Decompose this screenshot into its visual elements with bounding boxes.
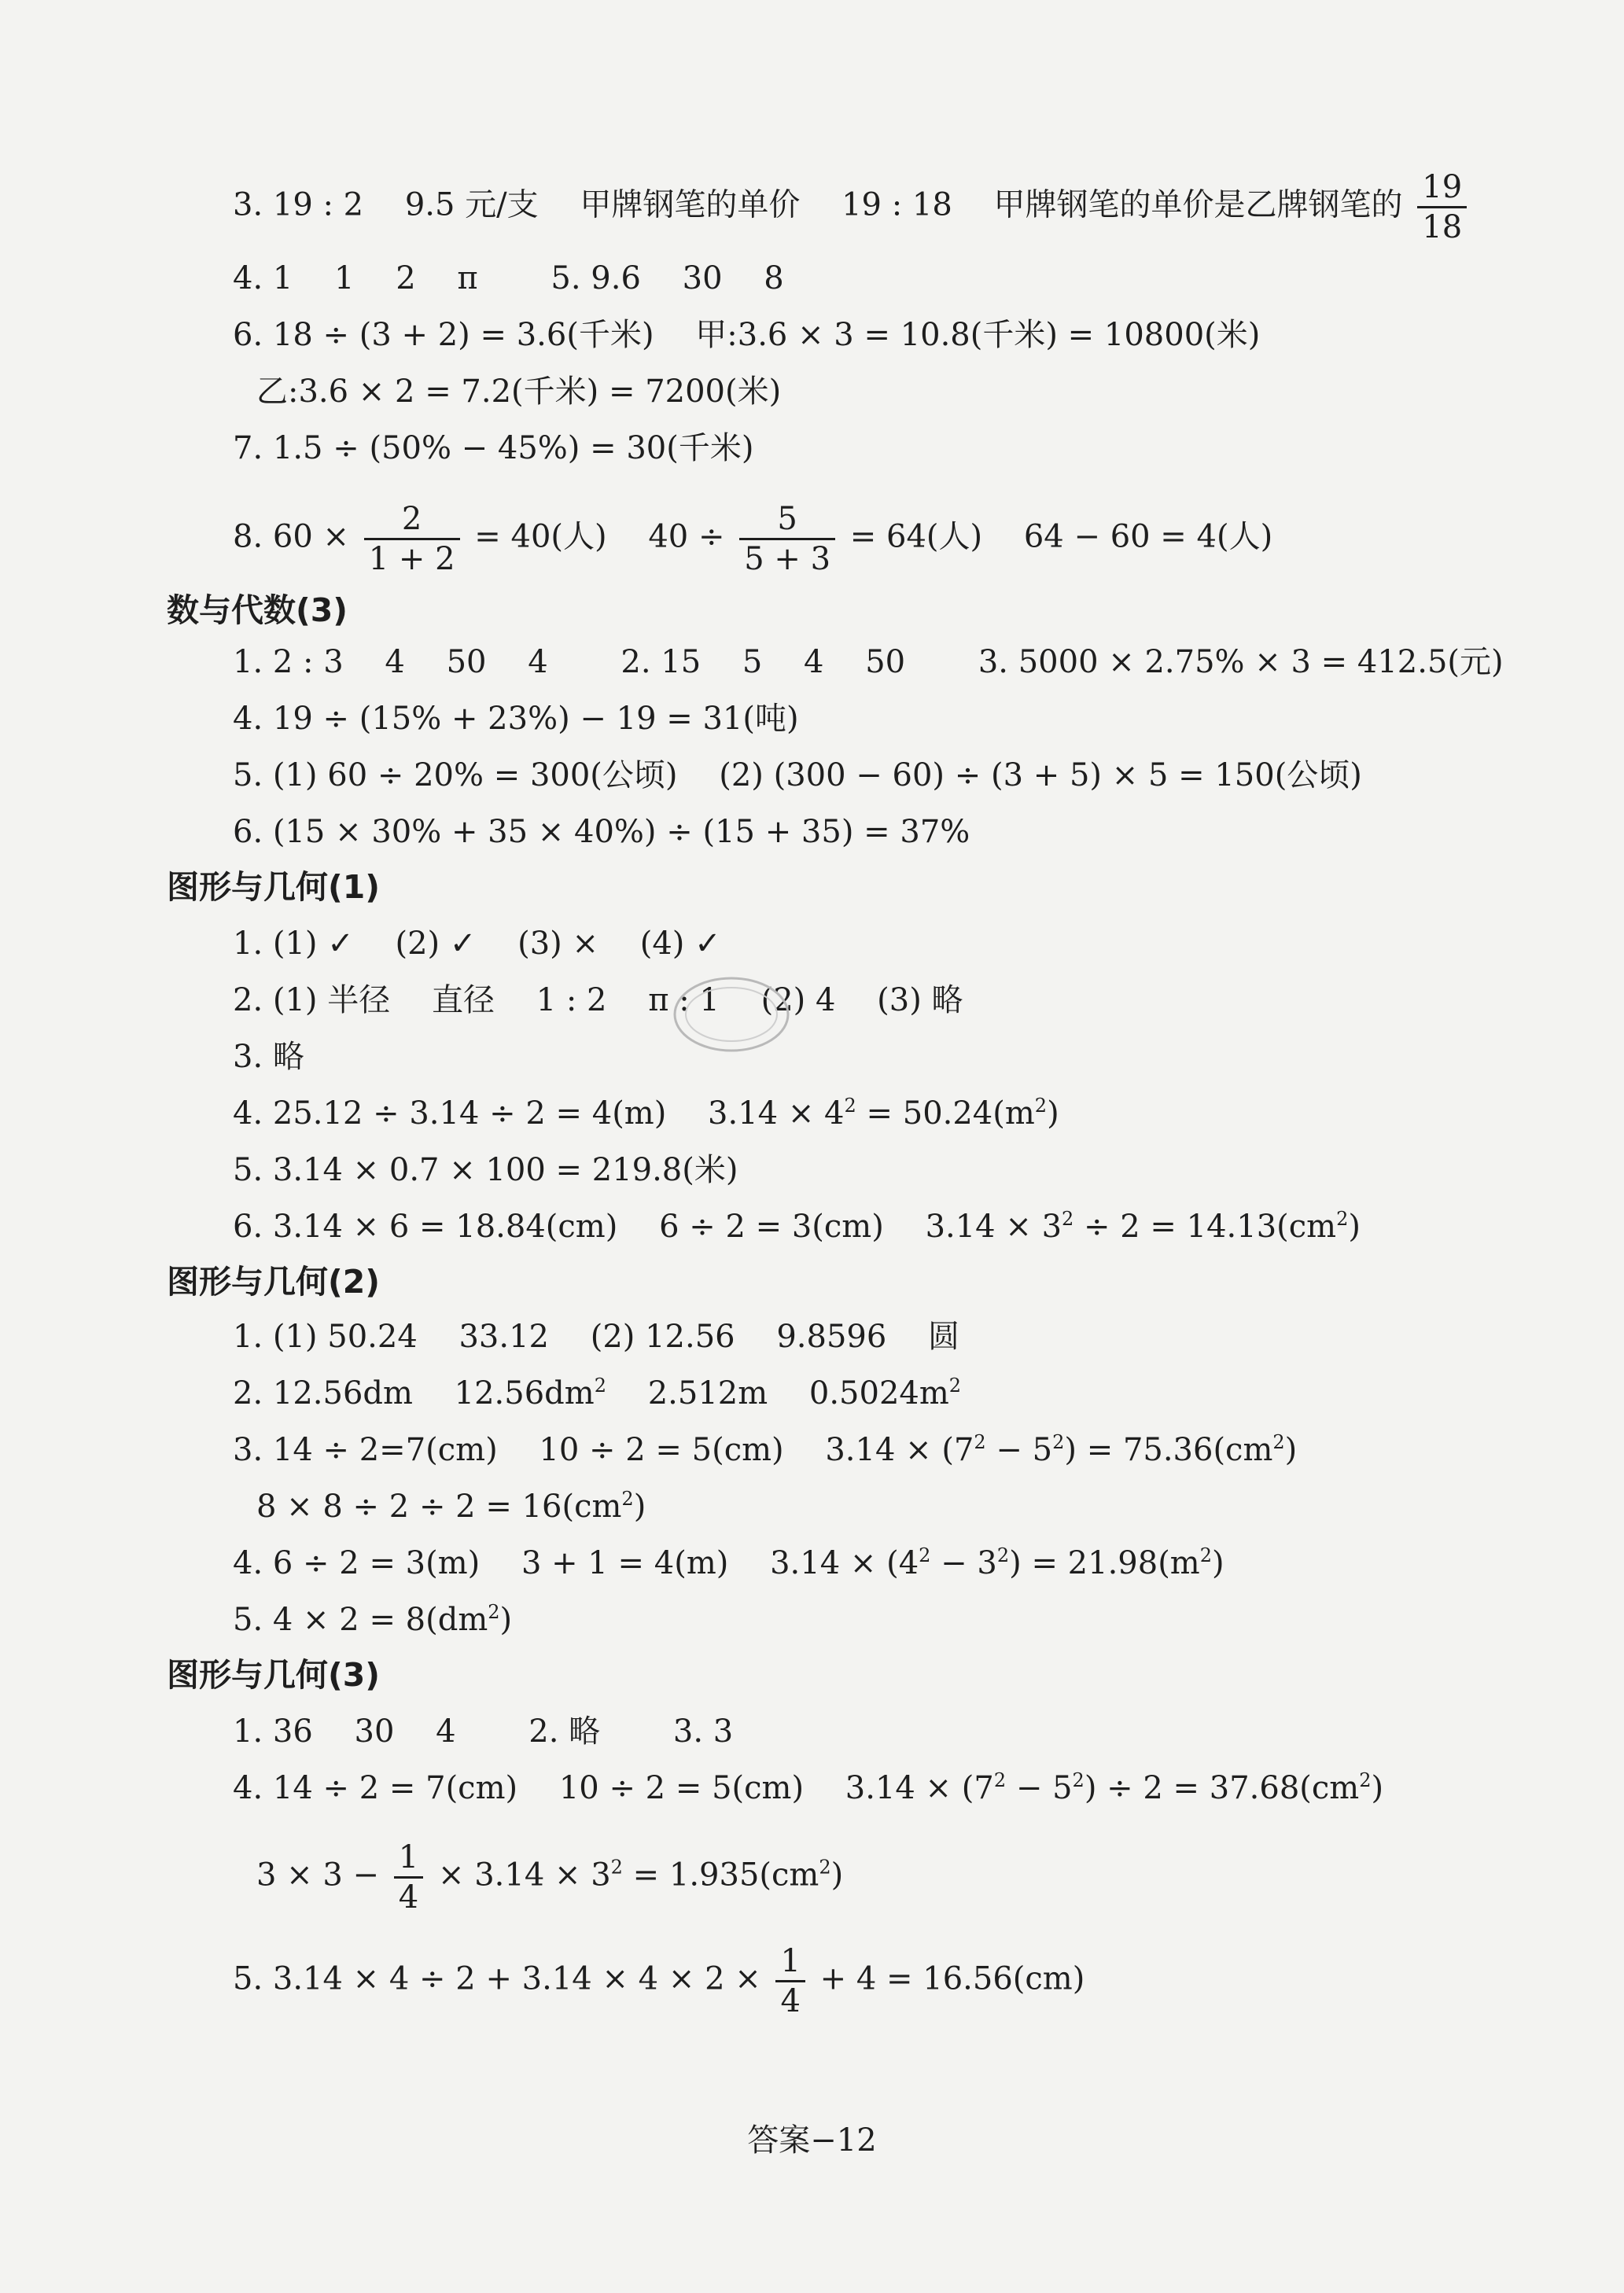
answer-line: 4. 19 ÷ (15% + 23%) − 19 = 31(吨) bbox=[233, 701, 799, 737]
answer-line: 5. 3.14 × 0.7 × 100 = 219.8(米) bbox=[233, 1152, 738, 1188]
answer-line: 5. (1) 60 ÷ 20% = 300(公顷) (2) (300 − 60) ÷ (3 + 5) × 5 = 150(公顷) bbox=[233, 757, 1362, 793]
answer-line: 8. 60 × $\frac{2}{1 + 2}$ = 40(人) 40 ÷ $\frac{5}{5 + 3}$ = 64(人) 64 − 60 = 4(人) bbox=[233, 501, 1273, 577]
fraction: $\frac{2}{1 + 2}$ bbox=[364, 503, 460, 575]
watermark-stamp-icon bbox=[668, 971, 794, 1058]
answer-line: 3. 略 bbox=[233, 1039, 304, 1075]
answer-line: 2. 12.56dm $12.56dm^2$ 2.512m $0.5024m^2$ bbox=[233, 1375, 962, 1412]
answer-line: 1. (1) 50.24 33.12 (2) 12.56 9.8596 圆 bbox=[233, 1319, 960, 1355]
fraction: $\frac{1}{4}$ bbox=[394, 1842, 423, 1913]
answer-line: 6. 18 ÷ (3 + 2) = 3.6(千米) 甲:3.6 × 3 = 10.8(千米) = 10800(米) bbox=[233, 317, 1261, 353]
answer-line: 1. 36 30 4 2. 略 3. 3 bbox=[233, 1713, 734, 1750]
section-heading: 图形与几何(3) bbox=[167, 1656, 381, 1694]
answer-line: 3. 19 : 2 9.5 元/支 甲牌钢笔的单价 19 : 18 甲牌钢笔的单价是乙牌钢笔的 $\frac{19}{18}$ bbox=[233, 171, 1471, 243]
answer-line: 3. 14 ÷ 2=7(cm) 10 ÷ 2 = 5(cm) $3.14 \times (7^2 - 5^2) = 75.36(cm^2)$ bbox=[233, 1431, 1298, 1468]
answer-line: 1. (1) ✓ (2) ✓ (3) × (4) ✓ bbox=[233, 926, 721, 962]
answer-line: 1. 2 : 3 4 50 4 2. 15 5 4 50 3. 5000 × 2.75% × 3 = 412.5(元) bbox=[233, 644, 1504, 680]
answer-line: $8 \times 8 \div 2 \div 2 = 16(cm^2)$ bbox=[256, 1488, 646, 1525]
section-heading: 图形与几何(2) bbox=[167, 1263, 381, 1301]
section-heading: 数与代数(3) bbox=[167, 591, 348, 629]
answer-line: 7. 1.5 ÷ (50% − 45%) = 30(千米) bbox=[233, 430, 754, 466]
answer-line: 5. $4 \times 2 = 8(dm^2)$ bbox=[233, 1601, 513, 1638]
answer-line: 6. 3.14 × 6 = 18.84(cm) 6 ÷ 2 = 3(cm) $3.14 \times 3^2 \div 2 = 14.13(cm^2)$ bbox=[233, 1208, 1361, 1245]
fraction: $\frac{5}{5 + 3}$ bbox=[739, 503, 835, 575]
section-heading: 图形与几何(1) bbox=[167, 868, 381, 906]
answer-line: 6. (15 × 30% + 35 × 40%) ÷ (15 + 35) = 37% bbox=[233, 814, 970, 850]
answer-line: 4. 25.12 ÷ 3.14 ÷ 2 = 4(m) $3.14 \times 4^2 = 50.24(m^2)$ bbox=[233, 1095, 1059, 1132]
answer-line: 4. 1 1 2 π 5. 9.6 30 8 bbox=[233, 260, 784, 296]
answer-line: 3 × 3 − $\frac{1}{4}$ × $3.14 \times 3^2 = 1.935(cm^2)$ bbox=[256, 1839, 844, 1916]
fraction: $\frac{19}{18}$ bbox=[1417, 171, 1467, 243]
answer-line: 5. 3.14 × 4 ÷ 2 + 3.14 × 4 × 2 × $\frac{1}{4}$ + 4 = 16.56(cm) bbox=[233, 1943, 1085, 2019]
answer-line: 乙:3.6 × 2 = 7.2(千米) = 7200(米) bbox=[256, 374, 782, 410]
page-footer: 答案−12 bbox=[747, 2122, 877, 2159]
answer-line: 2. (1) 半径 直径 1 : 2 π : 1 (2) 4 (3) 略 bbox=[233, 982, 963, 1018]
fraction: $\frac{1}{4}$ bbox=[775, 1945, 805, 2017]
answer-line: 4. 14 ÷ 2 = 7(cm) 10 ÷ 2 = 5(cm) $3.14 \times (7^2 - 5^2) \div 2 = 37.68(cm^2)$ bbox=[233, 1769, 1384, 1806]
answer-line: 4. 6 ÷ 2 = 3(m) 3 + 1 = 4(m) $3.14 \times (4^2 - 3^2) = 21.98(m^2)$ bbox=[233, 1544, 1224, 1581]
